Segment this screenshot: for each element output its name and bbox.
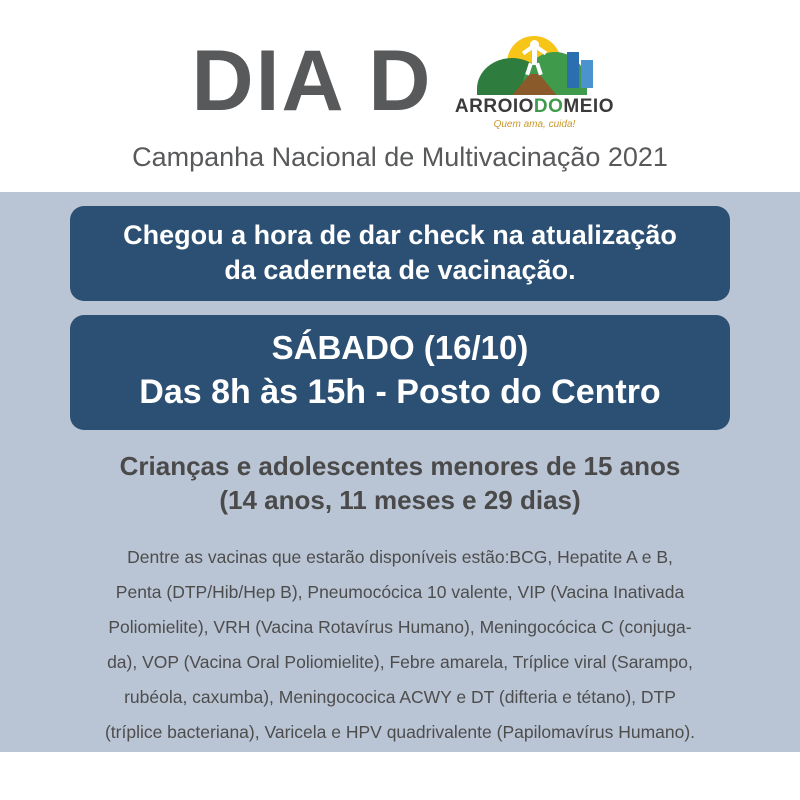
footer-bar xyxy=(0,752,800,800)
page-subtitle: Campanha Nacional de Multivacinação 2021 xyxy=(132,142,668,172)
callout-line-2: da caderneta de vacinação. xyxy=(224,254,576,285)
audience-line-1: Crianças e adolescentes menores de 15 anos xyxy=(119,451,681,482)
title-row xyxy=(191,33,614,130)
logo-wordmark xyxy=(455,96,614,118)
logo-name-part3: MEIO xyxy=(563,96,614,117)
vaccines-line: Penta (DTP/Hib/Hep B), Pneumocócica 10 valente, VIP (Vacina Inativada xyxy=(115,581,685,602)
logo-slogan: Quem ama, cuida! xyxy=(493,119,576,130)
audience-line-2: (14 anos, 11 meses e 29 dias) xyxy=(219,484,581,515)
callout-panel xyxy=(70,206,730,301)
schedule-date: SÁBADO (16/10) xyxy=(271,329,529,367)
callout-line-1: Chegou a hora de dar check na atualização xyxy=(123,220,677,250)
schedule-time-location: Das 8h às 15h - Posto do Centro xyxy=(139,372,661,411)
logo-artwork-icon xyxy=(471,34,597,95)
vaccines-line: da), VOP (Vacina Oral Poliomielite), Febre amarela, Tríplice viral (Sarampo, xyxy=(107,651,693,672)
poster-body xyxy=(0,192,800,752)
person-icon xyxy=(521,40,547,74)
schedule-panel xyxy=(70,315,730,430)
building-icon-1 xyxy=(567,52,579,88)
poster-header xyxy=(0,0,800,192)
logo-name-part1: ARROIO xyxy=(454,96,534,117)
vaccines-line: (tríplice bacteriana), Varicela e HPV quadrivalente (Papilomavírus Humano). xyxy=(104,721,696,742)
logo-name-part2: DO xyxy=(533,96,564,117)
audience-block xyxy=(30,450,770,518)
page-title: DIA D xyxy=(191,33,433,130)
vaccines-line: Poliomielite), VRH (Vacina Rotavírus Humano), Meningocócica C (conjuga- xyxy=(108,616,692,637)
arroio-do-meio-logo xyxy=(454,34,614,130)
vaccines-line: Dentre as vacinas que estarão disponíveis estão:BCG, Hepatite A e B, xyxy=(127,546,673,567)
vaccines-list xyxy=(62,540,738,750)
vaccines-line: rubéola, caxumba), Meningococica ACWY e DT (difteria e tétano), DTP xyxy=(124,686,676,707)
building-icon-2 xyxy=(581,60,593,88)
